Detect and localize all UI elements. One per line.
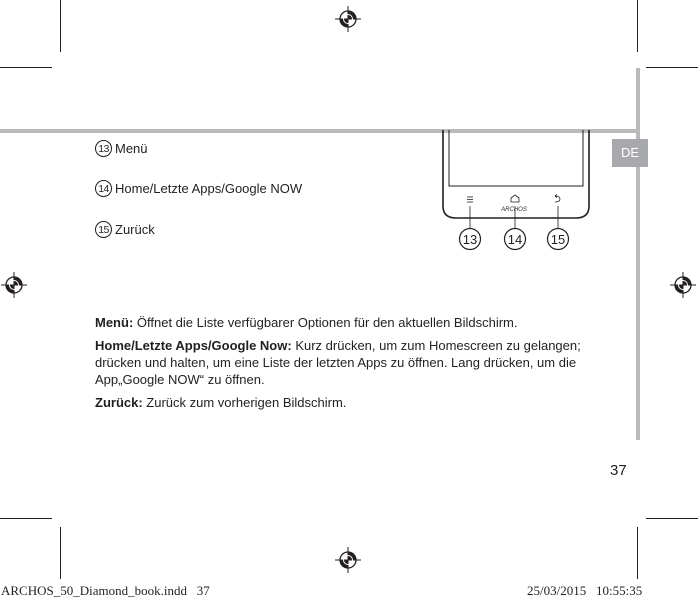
callout-13: 13 [462,232,478,247]
side-rule [636,68,640,440]
menu-key-icon [467,197,473,202]
callout-number: 13 [95,140,112,157]
legend-label: Menü [115,140,148,156]
crop-mark [646,518,698,519]
crop-mark [646,67,698,68]
legend-item-back [95,218,155,240]
registration-mark-icon [335,6,361,32]
legend-item-menu [95,137,148,159]
footer-filename: ARCHOS_50_Diamond_book.indd 37 [1,583,210,598]
description-text: Zurück zum vorherigen Bildschirm. [142,395,347,410]
description-text: Kurz drücken, um zum Homescreen zu gelangen; drücken und halten, um eine Liste der letzten Apps zu öffnen. Lang drücken, um die App„Google NOW“ zu öffnen. [95,338,581,387]
back-key-icon [555,195,560,203]
crop-mark [0,518,52,519]
descriptions [95,314,605,417]
phone-illustration [430,120,600,260]
home-key-icon [511,195,519,202]
phone-brand-label: ARCHOS [501,207,527,213]
language-tab: DE [612,139,648,167]
callout-number: 15 [95,221,112,238]
description-menu [95,314,605,331]
crop-mark [60,527,61,579]
description-term: Zurück: [95,395,143,410]
callout-number: 14 [95,180,112,197]
footer-timestamp: 25/03/2015 10:55:35 [527,583,643,598]
legend-label: Zurück [115,221,155,237]
callout-15: 15 [550,232,566,247]
description-back [95,394,605,411]
description-term: Home/Letzte Apps/Google Now: [95,338,292,353]
description-text: Öffnet die Liste verfügbarer Optionen für den aktuellen Bildschirm. [133,315,518,330]
description-home [95,337,605,388]
crop-mark [637,0,638,52]
registration-mark-icon [670,272,696,298]
crop-mark [60,0,61,52]
legend-item-home [95,177,302,199]
crop-mark [637,527,638,579]
callout-14: 14 [507,232,523,247]
crop-mark [0,67,52,68]
registration-mark-icon [1,272,27,298]
legend-label: Home/Letzte Apps/Google NOW [115,180,303,196]
description-term: Menü: [95,315,134,330]
registration-mark-icon [335,547,361,573]
page-number: 37 [610,462,627,479]
